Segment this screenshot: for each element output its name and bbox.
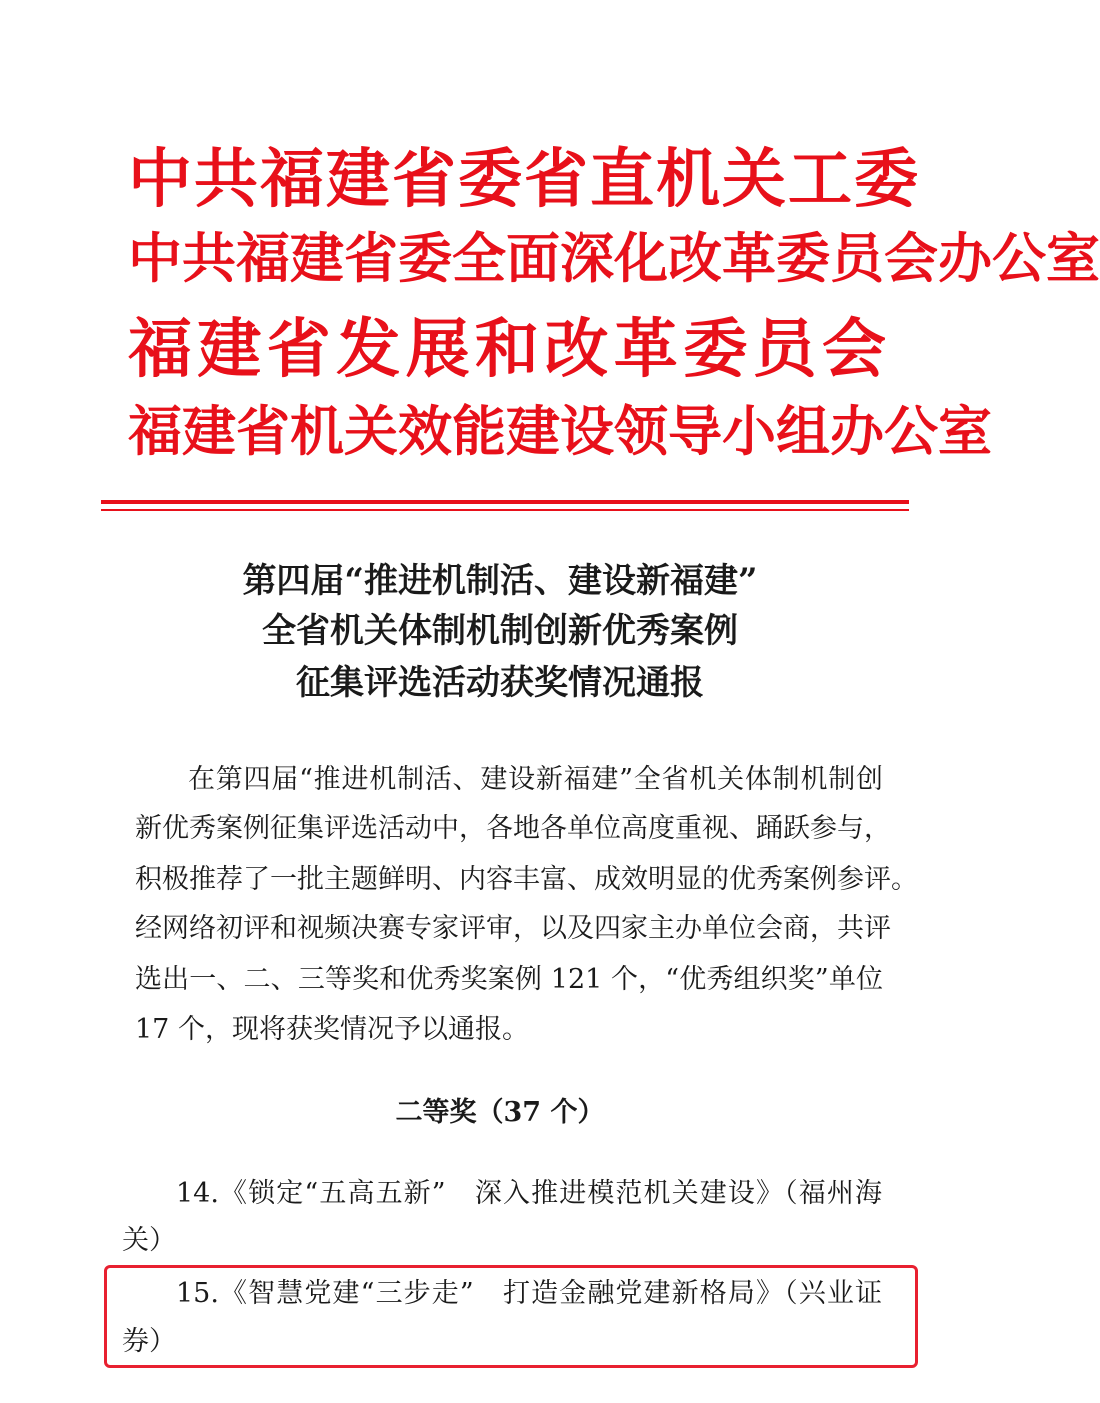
body-line-3: 积极推荐了一批主题鲜明、内容丰富、成效明显的优秀案例参评。 xyxy=(135,864,918,895)
document-title-line-1: 第四届“推进机制活、建设新福建” xyxy=(242,561,758,601)
header-divider-thin xyxy=(101,509,909,511)
section-title: 二等奖（37 个） xyxy=(395,1097,605,1128)
body-line-1: 在第四届“推进机制活、建设新福建”全省机关体制机制创 xyxy=(188,764,883,795)
body-line-2: 新优秀案例征集评选活动中，各地各单位高度重视、踊跃参与， xyxy=(135,813,891,844)
document-title-line-3: 征集评选活动获奖情况通报 xyxy=(296,663,704,703)
award-14-line-2: 关） xyxy=(122,1225,176,1256)
award-15-line-2: 券） xyxy=(122,1326,176,1357)
body-line-6: 17 个，现将获奖情况予以通报。 xyxy=(135,1014,529,1045)
award-15-line-1: 15.《智慧党建“三步走” 打造金融党建新格局》（兴业证 xyxy=(176,1278,882,1309)
header-divider-thick xyxy=(101,500,909,504)
issuer-line-1: 中共福建省委省直机关工委 xyxy=(128,143,920,217)
document-title-line-2: 全省机关体制机制创新优秀案例 xyxy=(262,611,738,651)
body-line-5: 选出一、二、三等奖和优秀奖案例 121 个，“优秀组织奖”单位 xyxy=(135,964,883,995)
issuer-line-2: 中共福建省委全面深化改革委员会办公室 xyxy=(128,227,1100,290)
issuer-line-3: 福建省发展和改革委员会 xyxy=(128,313,888,387)
body-line-4: 经网络初评和视频决赛专家评审，以及四家主办单位会商，共评 xyxy=(135,913,891,944)
issuer-line-4: 福建省机关效能建设领导小组办公室 xyxy=(128,400,992,463)
award-14-line-1: 14.《锁定“五高五新” 深入推进模范机关建设》（福州海 xyxy=(176,1178,882,1209)
